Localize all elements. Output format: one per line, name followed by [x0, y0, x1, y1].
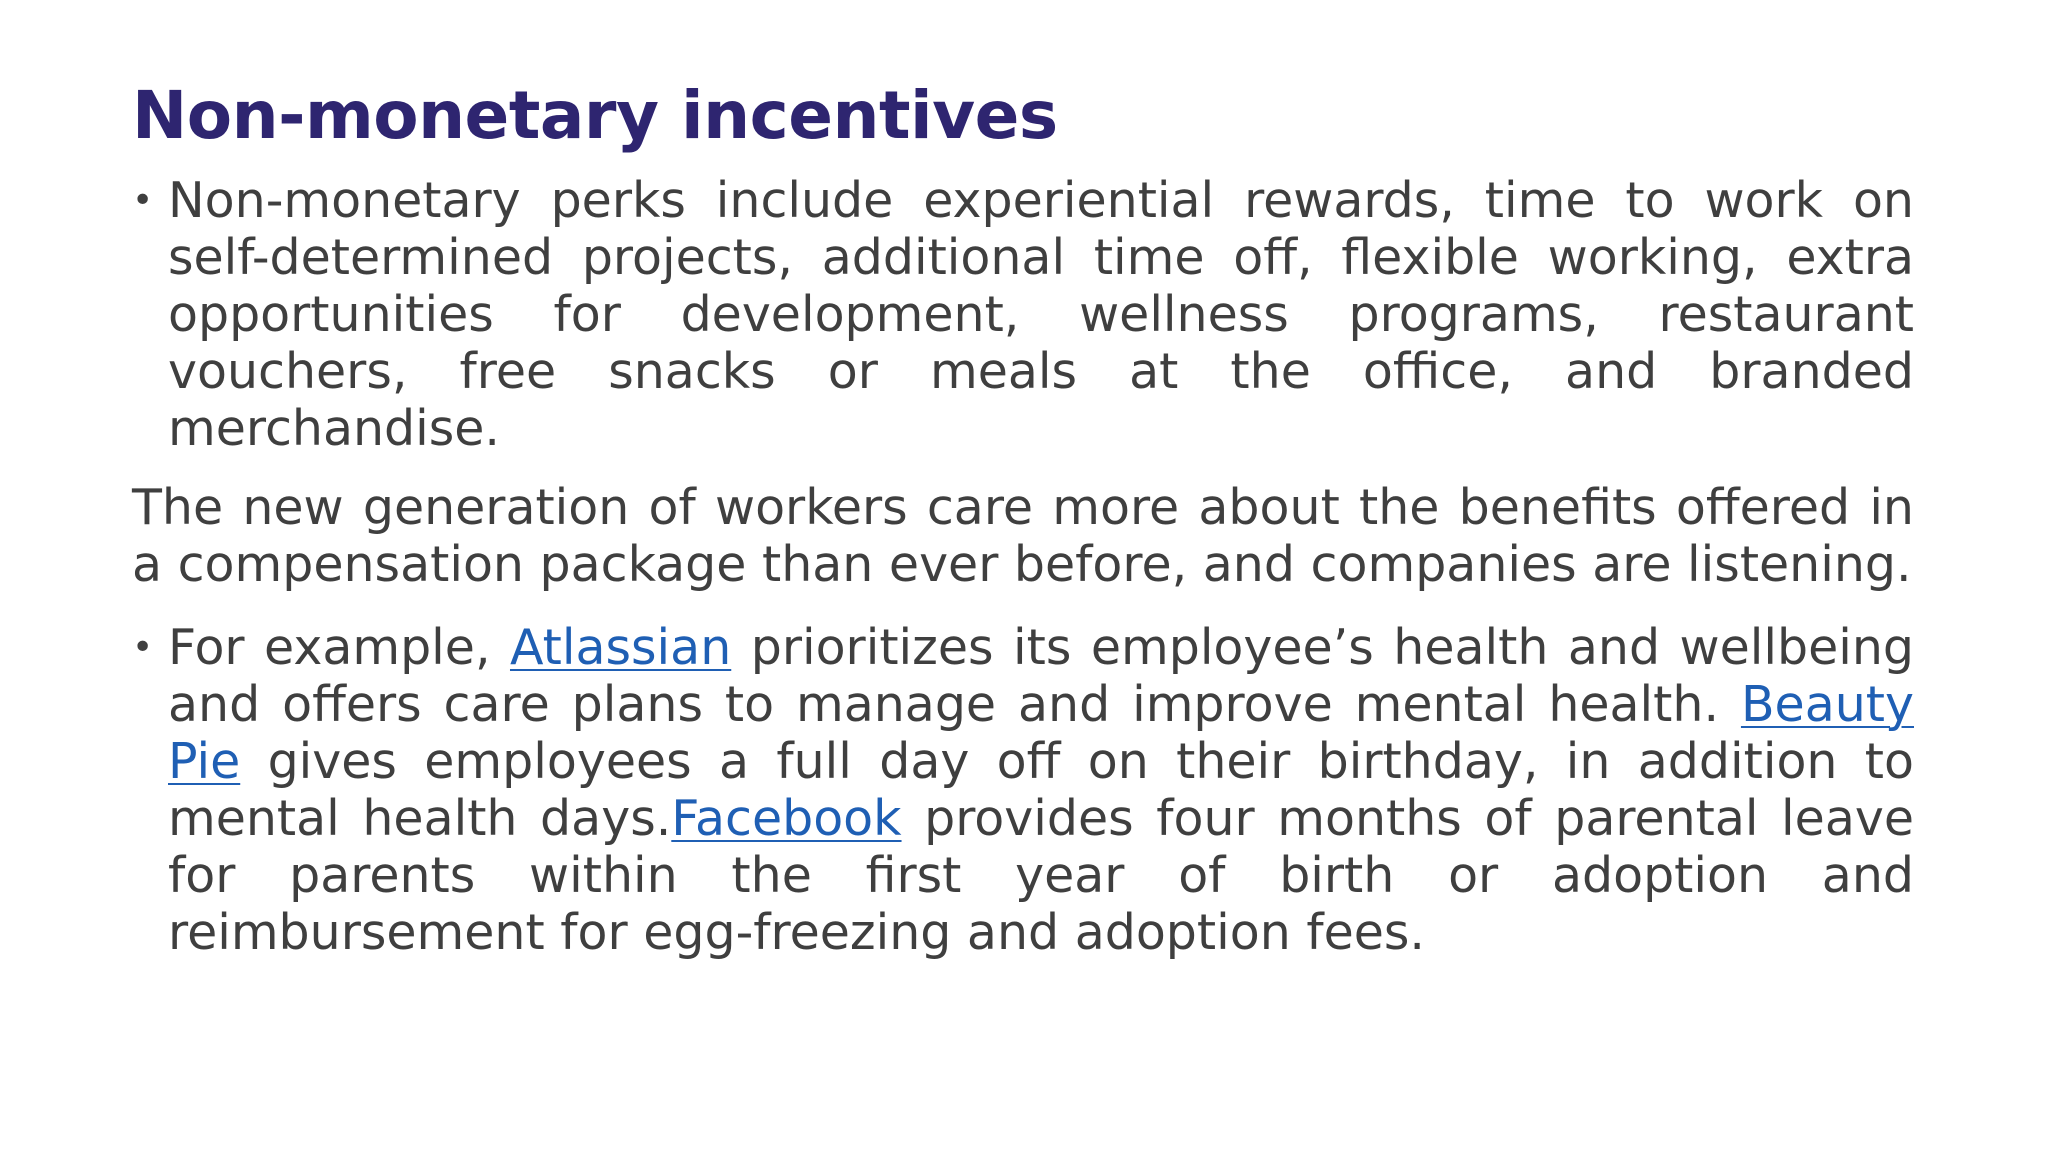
bullet-dot: •: [132, 180, 154, 221]
beauty-pie-link[interactable]: Beauty Pie: [168, 676, 1914, 790]
atlassian-link[interactable]: Atlassian: [509, 619, 732, 676]
bullet-text-perks: Non-monetary perks include experiential rewards, time to work on self-determined projects, additional time off, flexible working, extra opportunities for development, wellness programs, restaurant vouchers, free snacks or meals at the office, and branded merchandise.: [168, 172, 1914, 457]
slide-body: [132, 172, 1914, 961]
paragraph-new-generation: The new generation of workers care more about the benefits offered in a compensation package than ever before, and companies are listening.: [132, 479, 1914, 593]
slide-title: Non-monetary incentives: [132, 77, 1058, 154]
bullet-text-facebook: provides four months of parental leave for parents within the first year of birth or adoption and reimbursement for egg-freezing and adoption fees.: [168, 790, 1914, 961]
bullet-item-examples: [132, 619, 1914, 961]
bullet-text-example-intro: For example,: [168, 619, 510, 676]
facebook-link[interactable]: Facebook: [671, 790, 902, 847]
bullet-text-beauty-pie: gives employees a full day off on their birthday, in addition to mental health days.: [168, 733, 1914, 847]
bullet-text-atlassian: prioritizes its employee’s health and wellbeing and offers care plans to manage and improve mental health.: [168, 619, 1914, 733]
bullet-item-perks: [132, 172, 1914, 457]
bullet-dot: •: [132, 627, 154, 668]
